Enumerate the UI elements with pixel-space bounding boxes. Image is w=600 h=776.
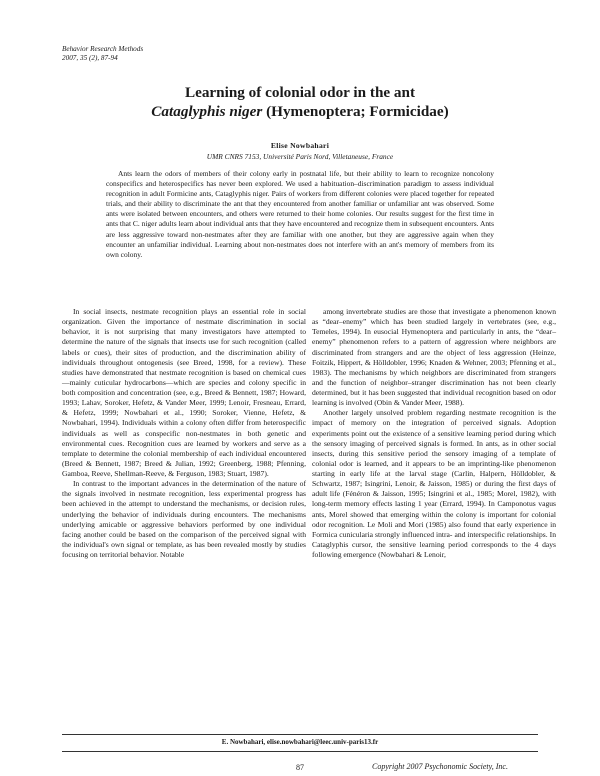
paragraph: In contrast to the important advances in the determination of the nature of the signals involved in nestmate recognition, less experimental progress has been achieved in the attempt to understand the mechanisms, or decision rules, underlying the behavior of individuals during encounters. The mechanisms underlying amicable or aggressive behaviors performed by one individual facing another could be based on the comparison of the perceived signal with the individual's own signal or template, as has been revealed mostly by studies focusing on territorial behavior. Notable: [62, 479, 306, 559]
title-line-2: [40, 102, 560, 121]
title-taxon: (Hymenoptera; Formicidae): [262, 103, 449, 120]
paragraph: among invertebrate studies are those that investigate a phenomenon known as “dear–enemy” which has been studied largely in vertebrates (see, e.g., Temeles, 1994). In eusocial Hymenoptera and particularly in ants, the “dear–enemy” phenomenon refers to a pattern of aggression where neighbors are discriminated from strangers and are the object of less aggression (Heinze, Foitzik, Hippert, & Hölldobler, 1996; Knaden & Wehner, 2003; Pfenning et al., 1983). The mechanisms by which neighbors are discriminated from strangers and the function of neighbor–stranger discrimination has not been clearly determined, but it has been suggested that individual recognition based on odor learning is involved (Obin & Vander Meer, 1988).: [312, 307, 556, 408]
body-column-right: [312, 307, 556, 560]
page-number: 87: [296, 763, 304, 772]
paragraph: Another largely unsolved problem regarding nestmate recognition is the impact of memory on the integration of perceived signals. Adoption experiments point out the existence of a sensitive learning period during which the sensory imaging of perceived signals is formed. In ants, as in other social insects, during this sensitive period the sensory imaging of a template of colonial odor is learned, and it appears to be an imprinting-like phenomenon starting in early life at the larval stage (Carlin, Halpern, Hölldobler, & Schwartz, 1987; Isingrini, Lenoir, & Jaisson, 1985) or during the first days of adult life (Fénéron & Jaisson, 1995; Isingrini et al., 1985; Morel, 1982), with long-term memory effects lasting 1 year (Errard, 1994). In Camponotus vagus ants, Morel showed that emerging within the colony is important for colonial odor recognition. Le Moli and Mori (1985) also found that early experience in Formica cunicularia strongly influenced intra- and interspecific relationships. In Cataglyphis cursor, the sensitive learning period corresponds to the 4 days following emergence (Nowbahari & Lenoir,: [312, 408, 556, 559]
journal-header: [62, 45, 143, 63]
abstract: Ants learn the odors of members of their colony early in postnatal life, but their ability to learn to recognize noncolony conspecifics and heterospecifics has never been explored. We used a habituation–discrimination paradigm to assess individual recognition in adult Formicine ants, Cataglyphis niger. Pairs of workers from different colonies were placed together for repeated trials, and their ability to discriminate the ant that they encountered from another familiar or unfamiliar ant was observed. Some ants were isolated between encounters, and others were returned to their home colonies. Our results suggest for the first time in ants that C. niger adults learn about individual ants that they have encountered and recognize them in subsequent encounters. Ants are less aggressive toward non-nestmates after they are familiar with one another, but they are aggressive again when they encounter an unfamiliar individual. Learning about non-nestmates does not interfere with an ant's memory of members from its own colony.: [106, 169, 494, 259]
author-affiliation: UMR CNRS 7153, Université Paris Nord, Villetaneuse, France: [206, 152, 394, 161]
journal-name: Behavior Research Methods: [62, 45, 144, 53]
body-column-left: [62, 307, 306, 560]
footnote-divider: [62, 734, 538, 735]
journal-citation: 2007, 35 (2), 87-94: [62, 54, 118, 62]
author-name: Elise Nowbahari: [270, 141, 330, 150]
title-line-1: Learning of colonial odor in the ant: [184, 84, 416, 101]
paragraph: In social insects, nestmate recognition plays an essential role in social organization. Given the importance of nestmate discrimination in social behavior, it is not surprising that many investigators have attempted to determine the nature of the signals that insects use for such recognition (called labels or cues), their sites of production, and the discrimination ability of individuals throughout ontogenesis (see Breed, 1998, for a review). These studies have demonstrated that nestmate recognition is based on chemical cues—mainly cuticular hydrocarbons—which are species and colony specific in both composition and concentration (see, e.g., Breed & Bennett, 1987; Howard, 1993; Lahav, Soroker, Hefetz, & Vander Meer, 1999; Lenoir, Fresneau, Errard, & Hefetz, 1999; Nowbahari et al., 1990; Soroker, Vienne, Hefetz, & Nowbahari, 1994). Individuals within a colony often differ from heterospecific individuals as well as conspecific non-nestmates in both genetic and environmental cues. Recognition cues are learned by workers and serve as a template to determine the colonial membership of each individual encountered (Breed & Bennett, 1987; Breed & Julian, 1992; Greenberg, 1988; Pfenning, Gamboa, Reeve, Shellman-Reeve, & Ferguson, 1983; Stuart, 1987).: [62, 307, 306, 478]
correspondence-email: E. Nowbahari, elise.nowbahari@leec.univ-paris13.fr: [221, 738, 379, 746]
article-title: [40, 83, 560, 121]
footer-divider: [62, 751, 538, 752]
title-species: Cataglyphis niger: [151, 103, 263, 120]
copyright-notice: Copyright 2007 Psychonomic Society, Inc.: [372, 762, 508, 771]
